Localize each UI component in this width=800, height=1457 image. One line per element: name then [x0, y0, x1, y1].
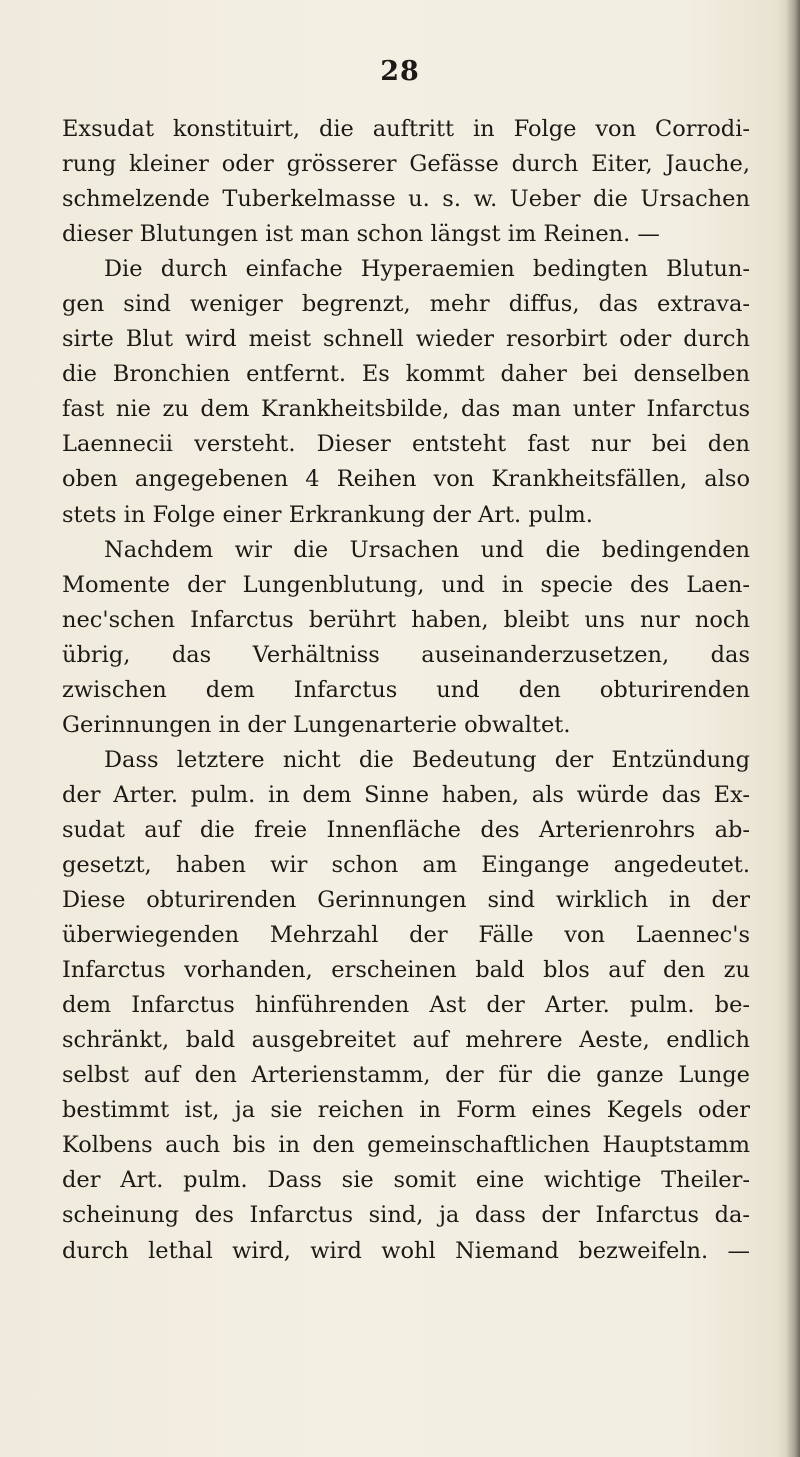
text-line: Diese obturirenden Gerinnungen sind wirklich in der	[62, 887, 750, 914]
text-line: selbst auf den Arterienstamm, der für die ganze Lunge	[62, 1062, 750, 1089]
text-line: der Art. pulm. Dass sie somit eine wichtige Theiler-	[62, 1167, 750, 1194]
text-line: nec'schen Infarctus berührt haben, bleibt uns nur noch	[62, 606, 750, 633]
text-line: der Arter. pulm. in dem Sinne haben, als würde das Ex-	[62, 781, 750, 808]
text-line: gen sind weniger begrenzt, mehr diffus, das extrava-	[62, 291, 750, 318]
text-line: dieser Blutungen ist man schon längst im Reinen. —	[62, 221, 660, 248]
text-line: zwischen dem Infarctus und den obturirenden	[62, 676, 750, 703]
page-number: 28	[380, 56, 420, 87]
text-line: sirte Blut wird meist schnell wieder resorbirt oder durch	[62, 326, 750, 353]
text-line: Dass letztere nicht die Bedeutung der Entzündung	[104, 746, 750, 773]
text-line: schränkt, bald ausgebreitet auf mehrere Aeste, endlich	[62, 1027, 750, 1054]
text-line: übrig, das Verhältniss auseinanderzusetzen, das	[62, 641, 750, 668]
text-line: fast nie zu dem Krankheitsbilde, das man unter Infarctus	[62, 396, 750, 423]
text-line: scheinung des Infarctus sind, ja dass der Infarctus da-	[62, 1202, 750, 1229]
text-line: dem Infarctus hinführenden Ast der Arter. pulm. be-	[62, 992, 750, 1019]
text-line: gesetzt, haben wir schon am Eingange angedeutet.	[62, 851, 750, 878]
text-line: Die durch einfache Hyperaemien bedingten Blutun-	[104, 256, 750, 283]
text-line: überwiegenden Mehrzahl der Fälle von Laennec's	[62, 922, 750, 949]
text-line: Laennecii versteht. Dieser entsteht fast nur bei den	[62, 431, 750, 458]
text-line: Infarctus vorhanden, erscheinen bald blos auf den zu	[62, 957, 750, 984]
text-line: Nachdem wir die Ursachen und die bedingenden	[104, 536, 750, 563]
text-line: Momente der Lungenblutung, und in specie des Laen-	[62, 571, 750, 598]
text-line: sudat auf die freie Innenfläche des Arterienrohrs ab-	[62, 816, 750, 843]
text-line: oben angegebenen 4 Reihen von Krankheitsfällen, also	[62, 466, 750, 493]
text-line: die Bronchien entfernt. Es kommt daher bei denselben	[62, 361, 750, 388]
text-line: Kolbens auch bis in den gemeinschaftlichen Hauptstamm	[62, 1132, 750, 1159]
text-line: Exsudat konstituirt, die auftritt in Folge von Corrodi-	[62, 116, 750, 142]
text-line: rung kleiner oder grösserer Gefässe durch Eiter, Jauche,	[62, 151, 750, 178]
text-line: bestimmt ist, ja sie reichen in Form eines Kegels oder	[62, 1097, 750, 1124]
text-line: durch lethal wird, wird wohl Niemand bezweifeln. —	[62, 1237, 750, 1264]
text-line: stets in Folge einer Erkrankung der Art. pulm.	[62, 501, 593, 528]
text-line: schmelzende Tuberkelmasse u. s. w. Ueber die Ursachen	[62, 186, 750, 213]
body-text	[62, 112, 750, 1269]
page-edge-shadow	[786, 0, 800, 1457]
text-line: Gerinnungen in der Lungenarterie obwaltet.	[62, 711, 571, 738]
